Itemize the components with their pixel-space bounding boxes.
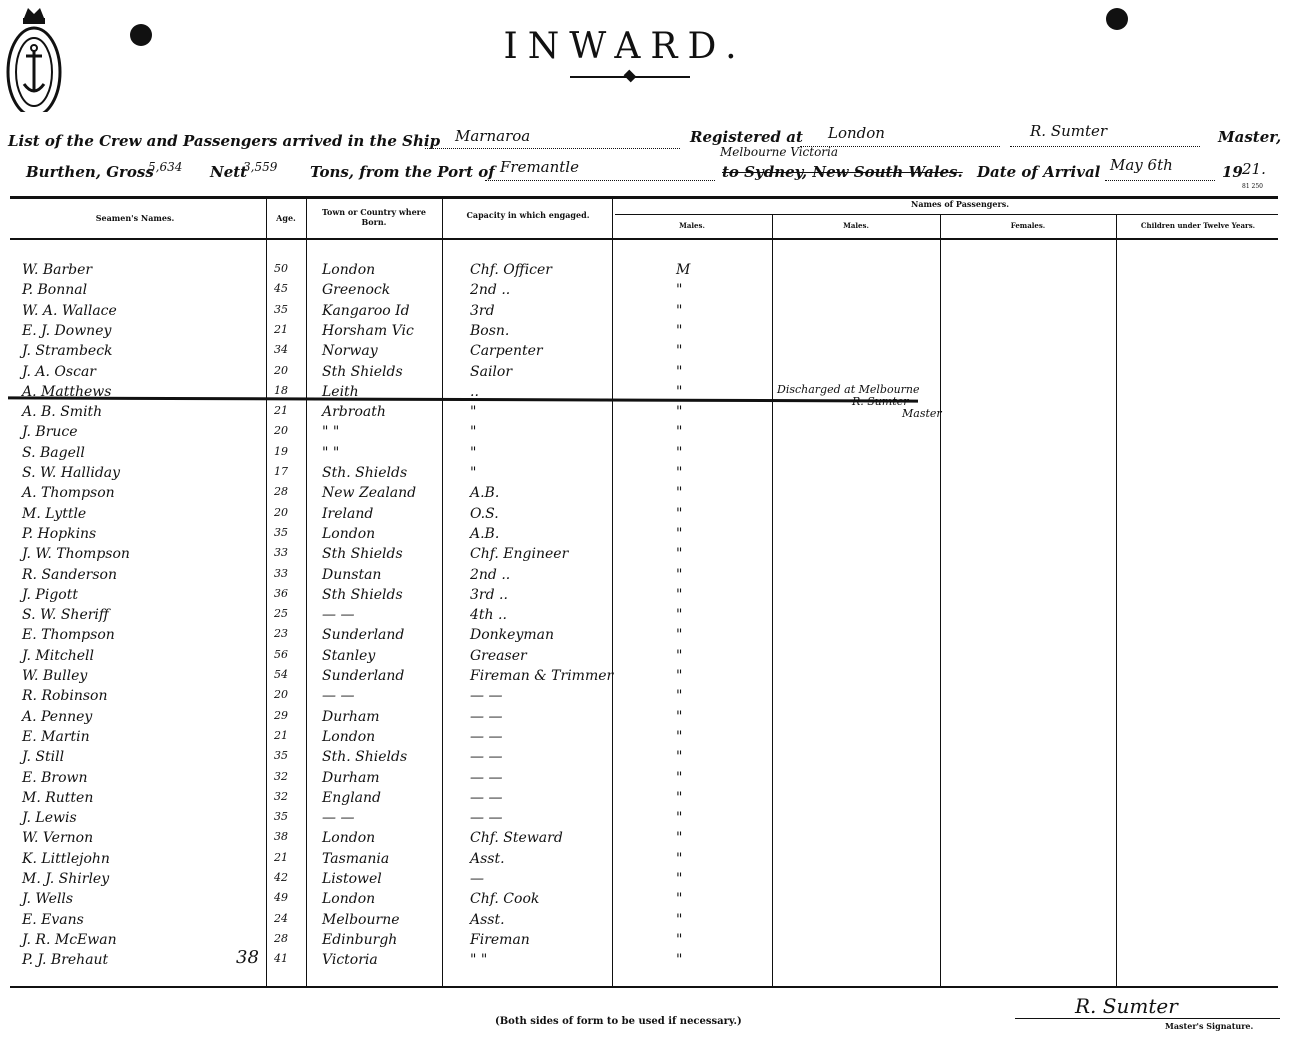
seaman-birthplace: Leith <box>322 383 359 400</box>
male-tally-mark: " <box>676 546 683 563</box>
seaman-capacity: O.S. <box>470 505 499 522</box>
seaman-name: M. Rutten <box>22 789 94 806</box>
master-signature-label: Master's Signature. <box>1165 1021 1254 1031</box>
origin-port: Fremantle <box>500 158 579 176</box>
seaman-capacity: Chf. Steward <box>470 830 563 847</box>
seaman-age: 33 <box>274 566 288 580</box>
seaman-birthplace: — — <box>322 688 355 705</box>
seaman-age: 20 <box>274 505 288 519</box>
seaman-birthplace: London <box>322 891 376 908</box>
seaman-capacity: — — <box>470 769 503 786</box>
table-row <box>0 891 1289 911</box>
table-row <box>0 445 1289 465</box>
seaman-age: 32 <box>274 789 288 803</box>
male-tally-mark: " <box>676 322 683 339</box>
seaman-age: 20 <box>274 424 288 438</box>
footer-note: (Both sides of form to be used if necessary.) <box>495 1016 742 1027</box>
seaman-name: A. B. Smith <box>22 404 103 421</box>
male-tally-mark: " <box>676 525 683 542</box>
male-tally-mark: " <box>676 931 683 948</box>
destination-handwritten: Melbourne Victoria <box>720 145 839 159</box>
table-row <box>0 364 1289 384</box>
table-row <box>0 607 1289 627</box>
seaman-capacity: — — <box>470 789 503 806</box>
seaman-birthplace: Sth. Shields <box>322 749 408 766</box>
male-tally-mark: " <box>676 688 683 705</box>
table-row <box>0 688 1289 708</box>
seaman-birthplace: London <box>322 830 376 847</box>
seaman-capacity: Sailor <box>470 363 513 380</box>
male-tally-mark: " <box>676 789 683 806</box>
table-row <box>0 912 1289 932</box>
seaman-capacity: Asst. <box>470 911 505 928</box>
seaman-age: 32 <box>274 769 288 783</box>
seaman-birthplace: London <box>322 525 376 542</box>
seaman-name: J. A. Oscar <box>22 363 96 380</box>
header-line-1 <box>8 132 440 150</box>
seaman-birthplace: Ireland <box>322 505 374 522</box>
male-tally-mark: " <box>676 485 683 502</box>
seaman-capacity: " <box>470 404 477 421</box>
table-row <box>0 323 1289 343</box>
seaman-age: 21 <box>274 850 288 864</box>
male-tally-mark: " <box>676 911 683 928</box>
destination-printed: to Sydney, New South Wales. <box>722 163 963 181</box>
arrival-label: Date of Arrival <box>977 163 1101 181</box>
arrival-rule <box>1105 180 1215 181</box>
table-row <box>0 851 1289 871</box>
seaman-capacity: Fireman <box>470 931 530 948</box>
table-row <box>0 526 1289 546</box>
tons-port-label: Tons, from the Port of <box>310 163 495 181</box>
origin-port-rule <box>485 180 715 181</box>
table-top-rule <box>10 196 1278 199</box>
seaman-capacity: — — <box>470 810 503 827</box>
seaman-age: 54 <box>274 668 288 681</box>
nett-tons: 3,559 <box>243 160 278 174</box>
registered-port: London <box>828 124 885 142</box>
seaman-birthplace: Greenock <box>322 282 391 299</box>
arrival-year-suffix: 21. <box>1242 160 1266 178</box>
seaman-birthplace: Sth Shields <box>322 546 403 563</box>
table-row <box>0 343 1289 363</box>
table-row <box>0 729 1289 749</box>
seaman-name: E. J. Downey <box>22 322 112 339</box>
seaman-age: 19 <box>274 444 288 458</box>
seaman-age: 21 <box>274 322 288 336</box>
header-males-2: Males. <box>843 221 869 230</box>
header-seamen-names: Seamen's Names. <box>95 213 175 223</box>
header-town: Town or Country where Born. <box>322 207 426 227</box>
seaman-birthplace: Horsham Vic <box>322 322 414 339</box>
seaman-age: 35 <box>274 810 288 824</box>
seaman-birthplace: Sunderland <box>322 627 405 644</box>
seaman-name: P. Bonnal <box>22 282 88 299</box>
seaman-birthplace: " " <box>322 444 340 461</box>
table-row <box>0 627 1289 647</box>
seaman-capacity: Asst. <box>470 850 505 867</box>
male-tally-mark: " <box>676 607 683 624</box>
seaman-capacity: " <box>470 424 477 441</box>
seaman-birthplace: Listowel <box>322 871 382 887</box>
seaman-name: J. Pigott <box>22 586 78 603</box>
table-row <box>0 485 1289 505</box>
seaman-birthplace: Victoria <box>322 952 378 969</box>
seaman-capacity: — — <box>470 728 503 745</box>
discharge-note-line-3: Master <box>902 407 942 420</box>
male-tally-mark: " <box>676 627 683 644</box>
gross-tons: 5,634 <box>148 160 183 174</box>
seaman-name: J. Mitchell <box>22 647 94 664</box>
seaman-name: J. Bruce <box>22 424 78 441</box>
male-tally-mark: " <box>676 444 683 461</box>
seaman-name: W. Barber <box>22 262 93 278</box>
seaman-age: 35 <box>274 302 288 316</box>
male-tally-mark: " <box>676 728 683 745</box>
male-tally-mark: " <box>676 404 683 421</box>
passenger-subheader-rule <box>615 214 1278 215</box>
seaman-name: J. R. McEwan <box>22 931 117 948</box>
male-tally-mark: " <box>676 810 683 827</box>
master-rule <box>1010 146 1200 147</box>
seaman-age: 49 <box>274 891 288 905</box>
seaman-age: 17 <box>274 465 288 478</box>
header-males-1: Males. <box>679 221 705 230</box>
crew-list-label: List of the Crew and Passengers arrived in the Ship <box>8 132 441 150</box>
seaman-capacity: " <box>470 465 477 481</box>
male-tally-mark: " <box>676 465 683 481</box>
seaman-birthplace: London <box>322 728 376 745</box>
male-tally-mark: " <box>676 505 683 522</box>
seaman-name: P. Hopkins <box>22 525 97 542</box>
seaman-capacity: Chf. Officer <box>470 262 553 278</box>
seaman-age: 20 <box>274 363 288 377</box>
seaman-age: 56 <box>274 647 288 661</box>
table-row <box>0 770 1289 790</box>
seaman-name: W. Vernon <box>22 830 94 847</box>
punch-hole-left <box>130 24 152 46</box>
seaman-name: A. Penney <box>22 708 93 725</box>
master-name: R. Sumter <box>1030 122 1108 140</box>
table-row <box>0 424 1289 444</box>
male-tally-mark: " <box>676 830 683 847</box>
seaman-name: S. W. Sheriff <box>22 607 109 624</box>
table-row <box>0 668 1289 688</box>
seaman-name: E. Evans <box>22 911 84 928</box>
seaman-birthplace: Sth Shields <box>322 586 403 603</box>
table-bottom-rule <box>10 986 1278 988</box>
seaman-name: A. Thompson <box>22 485 115 502</box>
seaman-name: W. A. Wallace <box>22 302 117 319</box>
seaman-capacity: — — <box>470 749 503 766</box>
signature-rule <box>1015 1018 1280 1019</box>
seaman-capacity: Carpenter <box>470 343 543 360</box>
seaman-capacity: 2nd .. <box>470 566 511 583</box>
seaman-capacity: " <box>470 444 477 461</box>
seaman-capacity: Bosn. <box>470 322 510 339</box>
seaman-name: J. Still <box>22 749 65 766</box>
seaman-capacity: A.B. <box>470 525 500 542</box>
nett-label: Nett <box>210 163 248 181</box>
male-tally-mark: " <box>676 668 683 684</box>
punch-hole-right <box>1106 8 1128 30</box>
seaman-birthplace: New Zealand <box>322 485 417 502</box>
table-row <box>0 749 1289 769</box>
seaman-age: 34 <box>274 343 288 357</box>
seaman-capacity: — <box>470 871 484 887</box>
male-tally-mark: " <box>676 952 683 969</box>
seaman-birthplace: Arbroath <box>322 404 386 421</box>
seaman-birthplace: — — <box>322 810 355 827</box>
male-tally-mark: M <box>676 262 691 278</box>
seaman-capacity: 4th .. <box>470 607 507 624</box>
harbour-department-seal <box>6 4 62 112</box>
seaman-age: 35 <box>274 749 288 763</box>
male-tally-mark: " <box>676 282 683 299</box>
seaman-birthplace: Dunstan <box>322 566 382 583</box>
seaman-capacity: " " <box>470 952 488 969</box>
master-signature: R. Sumter <box>1075 994 1178 1018</box>
male-tally-mark: " <box>676 749 683 766</box>
seaman-name: J. W. Thompson <box>22 546 130 563</box>
seaman-age: 33 <box>274 546 288 560</box>
seaman-age: 35 <box>274 525 288 539</box>
seaman-capacity: — — <box>470 708 503 725</box>
male-tally-mark: " <box>676 891 683 908</box>
seaman-capacity: 2nd .. <box>470 282 511 299</box>
header-children: Children under Twelve Years. <box>1140 221 1256 230</box>
seaman-name: J. Strambeck <box>22 343 113 360</box>
seaman-age: 21 <box>274 728 288 742</box>
table-row <box>0 262 1289 282</box>
male-tally-mark: " <box>676 424 683 441</box>
registered-label: Registered at <box>690 128 803 146</box>
seaman-name: S. W. Halliday <box>22 465 121 481</box>
header-age: Age. <box>276 213 296 223</box>
seaman-birthplace: Edinburgh <box>322 931 398 948</box>
table-row <box>0 947 1289 972</box>
seaman-capacity: Chf. Engineer <box>470 546 569 563</box>
seaman-birthplace: Sth Shields <box>322 363 403 380</box>
seaman-birthplace: " " <box>322 424 340 441</box>
row-annotation-38: 38 <box>236 947 259 968</box>
table-row <box>0 932 1289 952</box>
table-row <box>0 546 1289 566</box>
male-tally-mark: " <box>676 363 683 380</box>
table-row <box>0 810 1289 830</box>
header-capacity: Capacity in which engaged. <box>466 210 590 220</box>
seaman-capacity: 3rd .. <box>470 586 508 603</box>
seaman-age: 38 <box>274 830 288 844</box>
discharge-note-line-2: R. Sumter <box>852 395 909 408</box>
male-tally-mark: " <box>676 383 683 400</box>
seaman-name: A. Matthews <box>22 383 112 400</box>
seaman-name: W. Bulley <box>22 668 88 684</box>
seaman-birthplace: London <box>322 262 376 278</box>
seaman-name: E. Thompson <box>22 627 115 644</box>
male-tally-mark: " <box>676 647 683 664</box>
discharge-note-line-1: Discharged at Melbourne <box>777 383 920 396</box>
seaman-capacity: Donkeyman <box>470 627 554 644</box>
seaman-name: E. Martin <box>22 728 90 745</box>
seaman-age: 21 <box>274 404 288 418</box>
seaman-name: P. J. Brehaut <box>22 952 109 969</box>
form-number: 81 250 <box>1242 183 1263 190</box>
seaman-name: E. Brown <box>22 769 88 786</box>
seaman-age: 36 <box>274 586 288 600</box>
seaman-name: M. J. Shirley <box>22 871 110 887</box>
arrival-year-prefix: 19 <box>1222 163 1243 181</box>
seaman-capacity: Chf. Cook <box>470 891 540 908</box>
seaman-age: 45 <box>274 282 288 296</box>
male-tally-mark: " <box>676 343 683 360</box>
form-title: INWARD. <box>503 26 747 67</box>
title-ornament <box>624 70 637 83</box>
table-row <box>0 648 1289 668</box>
master-label: Master, <box>1218 128 1282 146</box>
seaman-capacity: A.B. <box>470 485 500 502</box>
seaman-age: 18 <box>274 383 288 397</box>
seaman-birthplace: Durham <box>322 769 380 786</box>
male-tally-mark: " <box>676 302 683 319</box>
table-row <box>0 871 1289 891</box>
seaman-age: 50 <box>274 262 288 275</box>
seaman-birthplace: Tasmania <box>322 850 390 867</box>
seaman-name: J. Lewis <box>22 810 77 827</box>
seaman-age: 42 <box>274 871 288 884</box>
seaman-birthplace: Durham <box>322 708 380 725</box>
male-tally-mark: " <box>676 769 683 786</box>
seaman-age: 20 <box>274 688 288 702</box>
table-row <box>0 303 1289 323</box>
seaman-capacity: — — <box>470 688 503 705</box>
seaman-name: K. Littlejohn <box>22 850 110 867</box>
header-females: Females. <box>1010 221 1046 230</box>
seaman-age: 41 <box>274 952 288 966</box>
male-tally-mark: " <box>676 871 683 887</box>
seaman-birthplace: — — <box>322 607 355 624</box>
seaman-name: R. Sanderson <box>22 566 117 583</box>
ship-name: Marnaroa <box>455 127 531 145</box>
table-row <box>0 587 1289 607</box>
column-header-rule <box>10 238 1278 240</box>
seaman-birthplace: Sth. Shields <box>322 465 408 481</box>
seaman-capacity: 3rd <box>470 302 495 319</box>
arrival-date: May 6th <box>1110 156 1173 174</box>
seaman-name: R. Robinson <box>22 688 108 705</box>
table-row <box>0 567 1289 587</box>
seaman-age: 24 <box>274 911 288 925</box>
table-row <box>0 465 1289 485</box>
male-tally-mark: " <box>676 586 683 603</box>
seaman-age: 29 <box>274 708 288 722</box>
male-tally-mark: " <box>676 708 683 725</box>
seaman-birthplace: Norway <box>322 343 378 360</box>
male-tally-mark: " <box>676 850 683 867</box>
seaman-name: S. Bagell <box>22 444 85 461</box>
table-row <box>0 709 1289 729</box>
table-row <box>0 282 1289 302</box>
seaman-capacity: .. <box>470 383 479 400</box>
seaman-capacity: Fireman & Trimmer <box>470 668 614 684</box>
table-row <box>0 830 1289 850</box>
seaman-birthplace: Kangaroo Id <box>322 302 410 319</box>
burthen-label: Burthen, Gross <box>26 163 154 181</box>
seaman-birthplace: Sunderland <box>322 668 405 684</box>
seaman-capacity: Greaser <box>470 647 527 664</box>
seaman-name: J. Wells <box>22 891 74 908</box>
ship-name-rule <box>425 148 680 149</box>
table-row <box>0 790 1289 810</box>
seaman-age: 23 <box>274 627 288 641</box>
table-row <box>0 506 1289 526</box>
seaman-birthplace: England <box>322 789 382 806</box>
table-row <box>0 404 1289 424</box>
seaman-name: M. Lyttle <box>22 505 87 522</box>
header-passengers: Names of Passengers. <box>911 199 1009 209</box>
seaman-age: 25 <box>274 607 288 621</box>
seaman-birthplace: Melbourne <box>322 911 400 928</box>
seaman-age: 28 <box>274 485 288 499</box>
discharge-note <box>777 384 942 420</box>
seaman-birthplace: Stanley <box>322 647 376 664</box>
seaman-age: 28 <box>274 931 288 945</box>
male-tally-mark: " <box>676 566 683 583</box>
